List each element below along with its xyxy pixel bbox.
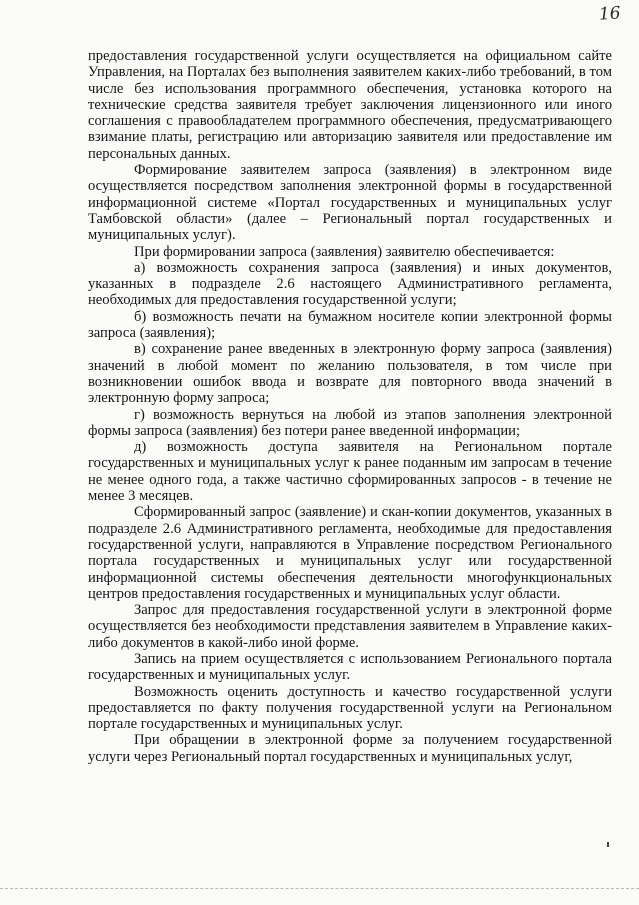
paragraph: Возможность оценить доступность и качество государственной услуги предоставляется по факту получения государственной услуги на Региональном портале государственных и муниципальных услуг. — [88, 683, 612, 733]
paragraph: Сформированный запрос (заявление) и скан-копии документов, указанных в подразделе 2.6 Административного регламента, необходимые для предоставления государственной услуги, направляются в Управление посредством Регионального портала государственных и муниципальных услуг или государственной информационной системы обеспечения деятельности многофункциональных центров предоставления государственных и муниципальных услуг области. — [88, 504, 612, 602]
paragraph: При обращении в электронной форме за получением государственной услуги через Региональный портал государственных и муниципальных услуг, — [88, 732, 612, 765]
list-item: г) возможность вернуться на любой из этапов заполнения электронной формы запроса (заявления) без потери ранее введенной информации; — [88, 406, 612, 439]
paragraph: Запрос для предоставления государственной услуги в электронной форме осуществляется без необходимости представления заявителем в Управление каких-либо документов в какой-либо иной форме. — [88, 602, 612, 651]
page-bottom-edge — [0, 888, 639, 890]
document-body — [88, 48, 612, 765]
paragraph: Запись на прием осуществляется с использованием Регионального портала государственных и муниципальных услуг. — [88, 650, 612, 684]
list-item: а) возможность сохранения запроса (заявления) и иных документов, указанных в подразделе 2.6 настоящего Административного регламента, необходимых для предоставления государственной услуги; — [88, 259, 612, 309]
scan-artifact — [607, 842, 609, 847]
paragraph: предоставления государственной услуги осуществляется на официальном сайте Управления, на Порталах без выполнения заявителем каких-либо требований, в том числе без использования программного обеспечения, установка которого на технические средства заявителя требует заключения лицензионного или иного соглашения с правообладателем программного обеспечения, предусматривающего взимание платы, регистрацию или авторизацию заявителя или предоставление им персональных данных. — [88, 48, 612, 162]
list-item: в) сохранение ранее введенных в электронную форму запроса (заявления) значений в любой момент по желанию пользователя, в том числе при возникновении ошибок ввода и возврате для повторного ввода значений в электронную форму запроса; — [88, 341, 612, 407]
page-number: 16 — [598, 3, 622, 25]
paragraph: При формировании запроса (заявления) заявителю обеспечивается: — [134, 243, 555, 260]
list-item: б) возможность печати на бумажном носителе копии электронной формы запроса (заявления); — [88, 308, 612, 342]
paragraph: Формирование заявителем запроса (заявления) в электронном виде осуществляется посредством заполнения электронной формы в государственной информационной системе «Портал государственных и муниципальных услуг Тамбовской области» (далее – Региональный портал государственных и муниципальных услуг). — [88, 162, 612, 244]
list-item: д) возможность доступа заявителя на Региональном портале государственных и муниципальных услуг к ранее поданным им запросам в течение не менее одного года, а также частично сформированных запросов - в течение не менее 3 месяцев. — [88, 439, 612, 505]
